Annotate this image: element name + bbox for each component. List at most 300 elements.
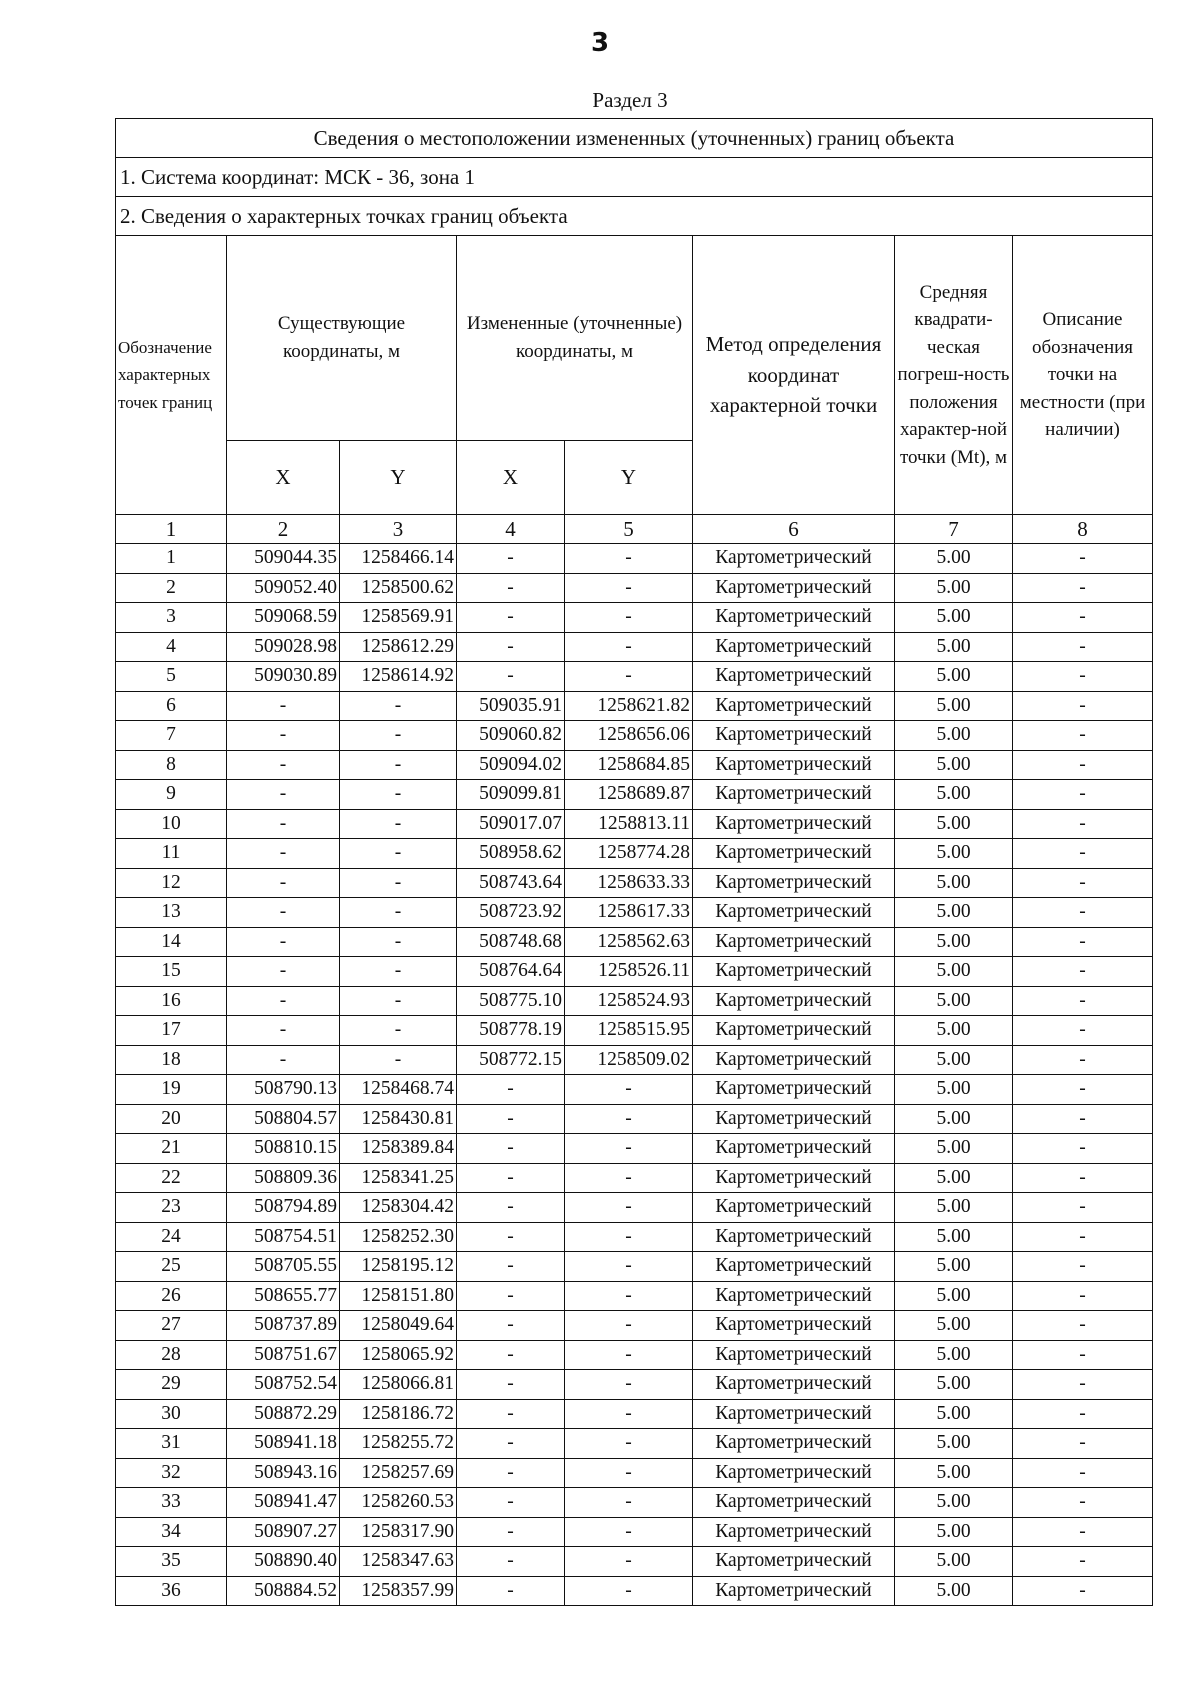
cell-description: - bbox=[1013, 1488, 1153, 1518]
cell-point-number: 33 bbox=[116, 1488, 227, 1518]
cell-existing-x: 508655.77 bbox=[227, 1281, 340, 1311]
cell-changed-y: - bbox=[565, 544, 693, 574]
cell-existing-x: - bbox=[227, 780, 340, 810]
cell-changed-y: 1258562.63 bbox=[565, 927, 693, 957]
cell-mean-square-error: 5.00 bbox=[895, 1517, 1013, 1547]
column-number: 3 bbox=[340, 515, 457, 544]
cell-changed-y: - bbox=[565, 1134, 693, 1164]
cell-method: Картометрический bbox=[693, 927, 895, 957]
cell-method: Картометрический bbox=[693, 839, 895, 869]
cell-changed-y: - bbox=[565, 1075, 693, 1105]
cell-mean-square-error: 5.00 bbox=[895, 1045, 1013, 1075]
cell-description: - bbox=[1013, 986, 1153, 1016]
table-row bbox=[116, 603, 1153, 633]
cell-changed-y: - bbox=[565, 1488, 693, 1518]
cell-point-number: 23 bbox=[116, 1193, 227, 1223]
cell-method: Картометрический bbox=[693, 1222, 895, 1252]
cell-mean-square-error: 5.00 bbox=[895, 1252, 1013, 1282]
cell-description: - bbox=[1013, 1016, 1153, 1046]
cell-point-number: 17 bbox=[116, 1016, 227, 1046]
cell-existing-x: 508941.18 bbox=[227, 1429, 340, 1459]
cell-mean-square-error: 5.00 bbox=[895, 1458, 1013, 1488]
cell-changed-x: - bbox=[457, 603, 565, 633]
cell-changed-x: - bbox=[457, 1399, 565, 1429]
table-row bbox=[116, 1016, 1153, 1046]
cell-method: Картометрический bbox=[693, 691, 895, 721]
header-changed-y: Y bbox=[565, 441, 693, 515]
cell-existing-y: 1258049.64 bbox=[340, 1311, 457, 1341]
cell-changed-x: - bbox=[457, 1429, 565, 1459]
cell-mean-square-error: 5.00 bbox=[895, 750, 1013, 780]
cell-changed-y: - bbox=[565, 1517, 693, 1547]
cell-existing-x: 508804.57 bbox=[227, 1104, 340, 1134]
cell-existing-x: 509028.98 bbox=[227, 632, 340, 662]
cell-changed-y: - bbox=[565, 1311, 693, 1341]
cell-mean-square-error: 5.00 bbox=[895, 721, 1013, 751]
cell-mean-square-error: 5.00 bbox=[895, 1016, 1013, 1046]
cell-existing-x: 508872.29 bbox=[227, 1399, 340, 1429]
table-row bbox=[116, 1281, 1153, 1311]
table-row bbox=[116, 1340, 1153, 1370]
cell-mean-square-error: 5.00 bbox=[895, 1163, 1013, 1193]
cell-point-number: 3 bbox=[116, 603, 227, 633]
cell-existing-y: - bbox=[340, 809, 457, 839]
cell-changed-y: - bbox=[565, 603, 693, 633]
cell-existing-y: - bbox=[340, 927, 457, 957]
cell-changed-x: - bbox=[457, 662, 565, 692]
cell-changed-y: - bbox=[565, 1547, 693, 1577]
column-number: 7 bbox=[895, 515, 1013, 544]
cell-point-number: 1 bbox=[116, 544, 227, 574]
cell-existing-y: 1258066.81 bbox=[340, 1370, 457, 1400]
cell-existing-x: 508751.67 bbox=[227, 1340, 340, 1370]
cell-description: - bbox=[1013, 603, 1153, 633]
cell-description: - bbox=[1013, 1281, 1153, 1311]
table-row bbox=[116, 1488, 1153, 1518]
cell-changed-x: - bbox=[457, 573, 565, 603]
cell-existing-x: 508810.15 bbox=[227, 1134, 340, 1164]
cell-existing-x: 508907.27 bbox=[227, 1517, 340, 1547]
header-description: Описание обозначения точки на местности (при наличии) bbox=[1013, 236, 1153, 515]
cell-method: Картометрический bbox=[693, 544, 895, 574]
cell-point-number: 32 bbox=[116, 1458, 227, 1488]
cell-changed-x: 509094.02 bbox=[457, 750, 565, 780]
cell-existing-y: 1258500.62 bbox=[340, 573, 457, 603]
cell-changed-y: - bbox=[565, 1281, 693, 1311]
cell-existing-x: - bbox=[227, 1016, 340, 1046]
cell-description: - bbox=[1013, 957, 1153, 987]
cell-mean-square-error: 5.00 bbox=[895, 809, 1013, 839]
cell-method: Картометрический bbox=[693, 603, 895, 633]
cell-changed-y: 1258617.33 bbox=[565, 898, 693, 928]
cell-changed-y: - bbox=[565, 632, 693, 662]
cell-changed-y: 1258813.11 bbox=[565, 809, 693, 839]
header-changed-x: X bbox=[457, 441, 565, 515]
header-existing-x: X bbox=[227, 441, 340, 515]
cell-method: Картометрический bbox=[693, 1016, 895, 1046]
column-number: 8 bbox=[1013, 515, 1153, 544]
cell-description: - bbox=[1013, 1163, 1153, 1193]
coordinate-system-row bbox=[116, 158, 1153, 197]
cell-changed-y: 1258774.28 bbox=[565, 839, 693, 869]
cell-existing-x: 508941.47 bbox=[227, 1488, 340, 1518]
cell-description: - bbox=[1013, 1134, 1153, 1164]
table-row bbox=[116, 1517, 1153, 1547]
column-number-row bbox=[116, 515, 1153, 544]
cell-existing-x: 508752.54 bbox=[227, 1370, 340, 1400]
cell-point-number: 10 bbox=[116, 809, 227, 839]
cell-existing-y: - bbox=[340, 868, 457, 898]
cell-existing-y: 1258389.84 bbox=[340, 1134, 457, 1164]
cell-point-number: 16 bbox=[116, 986, 227, 1016]
table-row bbox=[116, 1104, 1153, 1134]
cell-mean-square-error: 5.00 bbox=[895, 780, 1013, 810]
cell-description: - bbox=[1013, 1045, 1153, 1075]
cell-existing-y: 1258569.91 bbox=[340, 603, 457, 633]
table-row bbox=[116, 957, 1153, 987]
cell-method: Картометрический bbox=[693, 986, 895, 1016]
table-row bbox=[116, 1458, 1153, 1488]
cell-description: - bbox=[1013, 839, 1153, 869]
cell-point-number: 19 bbox=[116, 1075, 227, 1105]
cell-existing-x: - bbox=[227, 868, 340, 898]
cell-point-number: 20 bbox=[116, 1104, 227, 1134]
table-row bbox=[116, 1429, 1153, 1459]
cell-changed-x: - bbox=[457, 1075, 565, 1105]
cell-method: Картометрический bbox=[693, 868, 895, 898]
table-row bbox=[116, 721, 1153, 751]
cell-existing-x: - bbox=[227, 750, 340, 780]
cell-method: Картометрический bbox=[693, 1488, 895, 1518]
cell-changed-x: - bbox=[457, 1517, 565, 1547]
boundary-points-table bbox=[115, 118, 1153, 1606]
cell-existing-x: 508809.36 bbox=[227, 1163, 340, 1193]
table-row bbox=[116, 780, 1153, 810]
cell-changed-x: 508778.19 bbox=[457, 1016, 565, 1046]
cell-mean-square-error: 5.00 bbox=[895, 868, 1013, 898]
cell-existing-y: 1258186.72 bbox=[340, 1399, 457, 1429]
cell-mean-square-error: 5.00 bbox=[895, 1576, 1013, 1606]
cell-method: Картометрический bbox=[693, 957, 895, 987]
cell-existing-y: 1258151.80 bbox=[340, 1281, 457, 1311]
cell-mean-square-error: 5.00 bbox=[895, 1399, 1013, 1429]
cell-existing-y: - bbox=[340, 839, 457, 869]
cell-existing-x: - bbox=[227, 1045, 340, 1075]
cell-mean-square-error: 5.00 bbox=[895, 1429, 1013, 1459]
column-number: 4 bbox=[457, 515, 565, 544]
cell-point-number: 34 bbox=[116, 1517, 227, 1547]
cell-mean-square-error: 5.00 bbox=[895, 1222, 1013, 1252]
cell-existing-y: 1258260.53 bbox=[340, 1488, 457, 1518]
cell-mean-square-error: 5.00 bbox=[895, 927, 1013, 957]
cell-changed-x: - bbox=[457, 1488, 565, 1518]
cell-method: Картометрический bbox=[693, 1281, 895, 1311]
cell-method: Картометрический bbox=[693, 1134, 895, 1164]
table-row bbox=[116, 1576, 1153, 1606]
cell-description: - bbox=[1013, 573, 1153, 603]
cell-mean-square-error: 5.00 bbox=[895, 1370, 1013, 1400]
cell-description: - bbox=[1013, 662, 1153, 692]
cell-method: Картометрический bbox=[693, 1576, 895, 1606]
cell-mean-square-error: 5.00 bbox=[895, 662, 1013, 692]
cell-description: - bbox=[1013, 1340, 1153, 1370]
cell-changed-y: - bbox=[565, 1429, 693, 1459]
header-mean-square-error: Средняя квадрати-ческая погреш-ность положения характер-ной точки (Mt), м bbox=[895, 236, 1013, 515]
table-row bbox=[116, 1045, 1153, 1075]
cell-changed-y: - bbox=[565, 1370, 693, 1400]
table-row bbox=[116, 868, 1153, 898]
cell-changed-y: 1258509.02 bbox=[565, 1045, 693, 1075]
cell-method: Картометрический bbox=[693, 1517, 895, 1547]
cell-method: Картометрический bbox=[693, 721, 895, 751]
cell-description: - bbox=[1013, 898, 1153, 928]
table-row bbox=[116, 662, 1153, 692]
cell-point-number: 22 bbox=[116, 1163, 227, 1193]
cell-method: Картометрический bbox=[693, 750, 895, 780]
cell-changed-y: - bbox=[565, 1576, 693, 1606]
cell-existing-y: - bbox=[340, 1045, 457, 1075]
cell-existing-x: 508705.55 bbox=[227, 1252, 340, 1282]
cell-point-number: 5 bbox=[116, 662, 227, 692]
table-row bbox=[116, 898, 1153, 928]
cell-description: - bbox=[1013, 1429, 1153, 1459]
header-existing-coords: Существующие координаты, м bbox=[227, 236, 457, 441]
cell-existing-y: 1258065.92 bbox=[340, 1340, 457, 1370]
cell-description: - bbox=[1013, 927, 1153, 957]
cell-existing-x: - bbox=[227, 691, 340, 721]
header-existing-y: Y bbox=[340, 441, 457, 515]
header-method: Метод определения координат характерной точки bbox=[693, 236, 895, 515]
cell-mean-square-error: 5.00 bbox=[895, 1547, 1013, 1577]
cell-changed-x: - bbox=[457, 632, 565, 662]
cell-point-number: 14 bbox=[116, 927, 227, 957]
cell-existing-y: - bbox=[340, 898, 457, 928]
cell-description: - bbox=[1013, 691, 1153, 721]
banner-row bbox=[116, 119, 1153, 158]
cell-method: Картометрический bbox=[693, 1075, 895, 1105]
cell-changed-y: - bbox=[565, 1193, 693, 1223]
cell-description: - bbox=[1013, 1370, 1153, 1400]
cell-point-number: 36 bbox=[116, 1576, 227, 1606]
cell-existing-y: 1258341.25 bbox=[340, 1163, 457, 1193]
cell-existing-x: 509030.89 bbox=[227, 662, 340, 692]
cell-existing-x: 508790.13 bbox=[227, 1075, 340, 1105]
cell-existing-y: - bbox=[340, 986, 457, 1016]
cell-point-number: 31 bbox=[116, 1429, 227, 1459]
cell-description: - bbox=[1013, 1576, 1153, 1606]
cell-changed-x: - bbox=[457, 1104, 565, 1134]
cell-changed-x: - bbox=[457, 1370, 565, 1400]
header-point-designation: Обозначение характерных точек границ bbox=[116, 236, 227, 515]
cell-point-number: 24 bbox=[116, 1222, 227, 1252]
cell-existing-y: 1258195.12 bbox=[340, 1252, 457, 1282]
cell-mean-square-error: 5.00 bbox=[895, 1134, 1013, 1164]
cell-method: Картометрический bbox=[693, 1340, 895, 1370]
table-row bbox=[116, 1193, 1153, 1223]
cell-method: Картометрический bbox=[693, 1458, 895, 1488]
cell-existing-y: - bbox=[340, 780, 457, 810]
table-row bbox=[116, 1399, 1153, 1429]
cell-description: - bbox=[1013, 721, 1153, 751]
cell-mean-square-error: 5.00 bbox=[895, 1311, 1013, 1341]
cell-existing-x: 509044.35 bbox=[227, 544, 340, 574]
cell-changed-x: - bbox=[457, 1340, 565, 1370]
cell-method: Картометрический bbox=[693, 780, 895, 810]
cell-description: - bbox=[1013, 1193, 1153, 1223]
table-row bbox=[116, 1075, 1153, 1105]
cell-method: Картометрический bbox=[693, 662, 895, 692]
cell-method: Картометрический bbox=[693, 1399, 895, 1429]
cell-point-number: 28 bbox=[116, 1340, 227, 1370]
cell-existing-x: - bbox=[227, 927, 340, 957]
points-heading: 2. Сведения о характерных точках границ объекта bbox=[116, 197, 1153, 236]
cell-existing-y: - bbox=[340, 750, 457, 780]
cell-changed-x: 508723.92 bbox=[457, 898, 565, 928]
cell-existing-x: 508794.89 bbox=[227, 1193, 340, 1223]
cell-changed-x: 508748.68 bbox=[457, 927, 565, 957]
cell-changed-y: 1258526.11 bbox=[565, 957, 693, 987]
cell-method: Картометрический bbox=[693, 573, 895, 603]
cell-point-number: 9 bbox=[116, 780, 227, 810]
cell-existing-y: 1258252.30 bbox=[340, 1222, 457, 1252]
table-row bbox=[116, 839, 1153, 869]
cell-description: - bbox=[1013, 1075, 1153, 1105]
cell-method: Картометрический bbox=[693, 1370, 895, 1400]
cell-method: Картометрический bbox=[693, 1104, 895, 1134]
cell-changed-x: - bbox=[457, 1193, 565, 1223]
cell-changed-x: 509060.82 bbox=[457, 721, 565, 751]
cell-point-number: 29 bbox=[116, 1370, 227, 1400]
cell-existing-y: - bbox=[340, 957, 457, 987]
column-number: 1 bbox=[116, 515, 227, 544]
cell-description: - bbox=[1013, 632, 1153, 662]
cell-existing-x: 508737.89 bbox=[227, 1311, 340, 1341]
header-row bbox=[116, 236, 1153, 441]
cell-changed-y: - bbox=[565, 1458, 693, 1488]
table-row bbox=[116, 544, 1153, 574]
cell-changed-x: 508764.64 bbox=[457, 957, 565, 987]
cell-description: - bbox=[1013, 1252, 1153, 1282]
cell-existing-y: 1258466.14 bbox=[340, 544, 457, 574]
cell-existing-y: 1258612.29 bbox=[340, 632, 457, 662]
cell-method: Картометрический bbox=[693, 898, 895, 928]
cell-point-number: 25 bbox=[116, 1252, 227, 1282]
cell-point-number: 11 bbox=[116, 839, 227, 869]
cell-method: Картометрический bbox=[693, 1193, 895, 1223]
cell-changed-x: - bbox=[457, 544, 565, 574]
cell-description: - bbox=[1013, 1399, 1153, 1429]
cell-method: Картометрический bbox=[693, 1252, 895, 1282]
cell-changed-x: - bbox=[457, 1281, 565, 1311]
cell-changed-x: 509035.91 bbox=[457, 691, 565, 721]
cell-existing-y: 1258257.69 bbox=[340, 1458, 457, 1488]
cell-changed-y: 1258633.33 bbox=[565, 868, 693, 898]
table-row bbox=[116, 632, 1153, 662]
cell-point-number: 30 bbox=[116, 1399, 227, 1429]
cell-changed-x: - bbox=[457, 1222, 565, 1252]
cell-existing-y: 1258317.90 bbox=[340, 1517, 457, 1547]
cell-existing-y: 1258614.92 bbox=[340, 662, 457, 692]
cell-method: Картометрический bbox=[693, 1429, 895, 1459]
cell-changed-y: 1258656.06 bbox=[565, 721, 693, 751]
cell-point-number: 26 bbox=[116, 1281, 227, 1311]
cell-mean-square-error: 5.00 bbox=[895, 544, 1013, 574]
cell-mean-square-error: 5.00 bbox=[895, 1488, 1013, 1518]
cell-mean-square-error: 5.00 bbox=[895, 1340, 1013, 1370]
cell-point-number: 18 bbox=[116, 1045, 227, 1075]
cell-changed-y: - bbox=[565, 1399, 693, 1429]
cell-mean-square-error: 5.00 bbox=[895, 1281, 1013, 1311]
section-label: Раздел 3 bbox=[592, 88, 668, 112]
cell-mean-square-error: 5.00 bbox=[895, 1104, 1013, 1134]
cell-existing-y: 1258468.74 bbox=[340, 1075, 457, 1105]
cell-method: Картометрический bbox=[693, 1163, 895, 1193]
points-heading-row bbox=[116, 197, 1153, 236]
cell-description: - bbox=[1013, 1547, 1153, 1577]
cell-point-number: 2 bbox=[116, 573, 227, 603]
cell-changed-y: - bbox=[565, 1222, 693, 1252]
cell-changed-x: 509017.07 bbox=[457, 809, 565, 839]
cell-method: Картометрический bbox=[693, 632, 895, 662]
cell-description: - bbox=[1013, 1458, 1153, 1488]
cell-point-number: 27 bbox=[116, 1311, 227, 1341]
cell-description: - bbox=[1013, 809, 1153, 839]
cell-existing-y: - bbox=[340, 721, 457, 751]
cell-mean-square-error: 5.00 bbox=[895, 632, 1013, 662]
cell-changed-y: - bbox=[565, 573, 693, 603]
header-changed-coords: Измененные (уточненные) координаты, м bbox=[457, 236, 693, 441]
cell-method: Картометрический bbox=[693, 809, 895, 839]
cell-changed-x: 508772.15 bbox=[457, 1045, 565, 1075]
cell-changed-x: - bbox=[457, 1547, 565, 1577]
cell-mean-square-error: 5.00 bbox=[895, 898, 1013, 928]
cell-description: - bbox=[1013, 1517, 1153, 1547]
column-number: 6 bbox=[693, 515, 895, 544]
cell-existing-x: - bbox=[227, 957, 340, 987]
table-banner: Сведения о местоположении измененных (уточненных) границ объекта bbox=[116, 119, 1153, 158]
coordinate-system: 1. Система координат: МСК - 36, зона 1 bbox=[116, 158, 1153, 197]
cell-existing-y: 1258347.63 bbox=[340, 1547, 457, 1577]
cell-existing-x: 509068.59 bbox=[227, 603, 340, 633]
cell-changed-x: 508775.10 bbox=[457, 986, 565, 1016]
cell-existing-x: - bbox=[227, 721, 340, 751]
cell-existing-x: - bbox=[227, 839, 340, 869]
table-row bbox=[116, 1163, 1153, 1193]
cell-changed-y: - bbox=[565, 1252, 693, 1282]
cell-existing-y: 1258430.81 bbox=[340, 1104, 457, 1134]
table-row bbox=[116, 750, 1153, 780]
table-row bbox=[116, 1370, 1153, 1400]
cell-existing-y: - bbox=[340, 1016, 457, 1046]
cell-point-number: 12 bbox=[116, 868, 227, 898]
cell-changed-x: - bbox=[457, 1252, 565, 1282]
cell-mean-square-error: 5.00 bbox=[895, 573, 1013, 603]
table-row bbox=[116, 986, 1153, 1016]
cell-description: - bbox=[1013, 544, 1153, 574]
cell-existing-y: - bbox=[340, 691, 457, 721]
table-row bbox=[116, 1222, 1153, 1252]
cell-changed-y: 1258621.82 bbox=[565, 691, 693, 721]
cell-point-number: 7 bbox=[116, 721, 227, 751]
table-row bbox=[116, 691, 1153, 721]
cell-mean-square-error: 5.00 bbox=[895, 957, 1013, 987]
table-row bbox=[116, 1252, 1153, 1282]
cell-existing-x: - bbox=[227, 898, 340, 928]
cell-existing-y: 1258304.42 bbox=[340, 1193, 457, 1223]
cell-changed-x: 508743.64 bbox=[457, 868, 565, 898]
cell-mean-square-error: 5.00 bbox=[895, 691, 1013, 721]
table-body bbox=[116, 119, 1153, 1606]
